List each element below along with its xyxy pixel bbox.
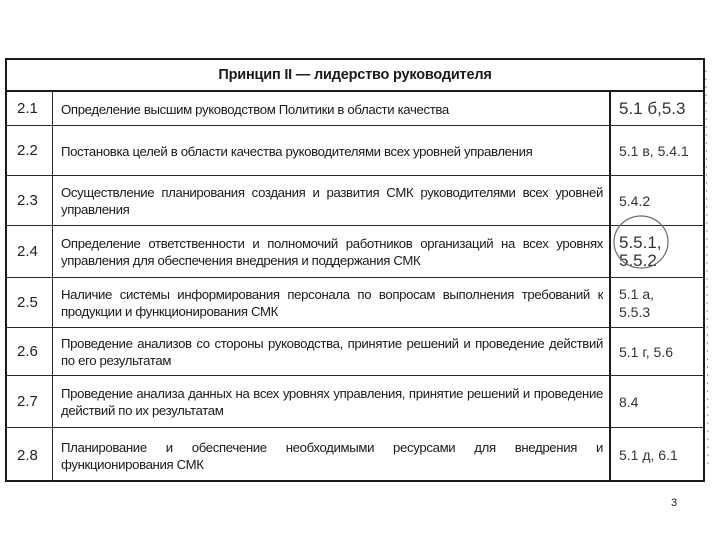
row-reference: 5.1 г, 5.6: [619, 343, 673, 360]
table-row: [7, 376, 703, 428]
principle-table-frame: [5, 58, 705, 482]
row-description: Определение высшим руководством Политики в области качества: [53, 92, 611, 125]
row-reference: 5.5.1, 5.5.2: [619, 232, 662, 270]
row-reference: 5.1 б,5.3: [619, 98, 686, 118]
table-row: [7, 92, 703, 126]
table-row: [7, 328, 703, 376]
scan-edge-mark: [706, 70, 708, 470]
table-row: [7, 226, 703, 278]
table-row: [7, 126, 703, 176]
row-number: 2.3: [7, 176, 53, 225]
table-row: [7, 176, 703, 226]
row-description: Постановка целей в области качества руководителями всех уровней управления: [53, 126, 611, 175]
table-title: Принцип II — лидерство руководителя: [218, 67, 492, 83]
principle-table: [7, 90, 703, 482]
row-reference: 5.1 а, 5.5.3: [619, 285, 655, 320]
row-number: 2.2: [7, 126, 53, 175]
table-row: [7, 428, 703, 482]
row-description: Наличие системы информирования персонала по вопросам выполнения требований к продукции и функционирования СМК: [53, 278, 611, 327]
table-row: [7, 278, 703, 328]
row-description: Осуществление планирования создания и развития СМК руководителями всех уровней управления: [53, 176, 611, 225]
row-number: 2.1: [7, 92, 53, 125]
row-number: 2.7: [7, 376, 53, 427]
row-description: Проведение анализов со стороны руководства, принятие решений и проведение действий по его результатам: [53, 328, 611, 375]
row-reference: 5.4.2: [619, 192, 651, 209]
row-reference: 5.1 д, 6.1: [619, 447, 678, 463]
row-description: Проведение анализа данных на всех уровнях управления, принятие решений и проведение действий по их результатам: [53, 376, 611, 427]
row-number: 2.4: [7, 226, 53, 277]
row-description: Планирование и обеспечение необходимыми ресурсами для внедрения и функционирования СМК: [53, 428, 611, 482]
page-number: 3: [671, 497, 678, 509]
row-description: Определение ответственности и полномочий работников организаций на всех уровнях управления для обеспечения внедрения и поддержания СМК: [53, 226, 611, 277]
row-reference: 8.4: [619, 393, 639, 410]
row-reference: 5.1 в, 5.4.1: [619, 142, 689, 159]
row-number: 2.8: [7, 428, 53, 482]
row-number: 2.5: [7, 278, 53, 327]
row-number: 2.6: [7, 328, 53, 375]
